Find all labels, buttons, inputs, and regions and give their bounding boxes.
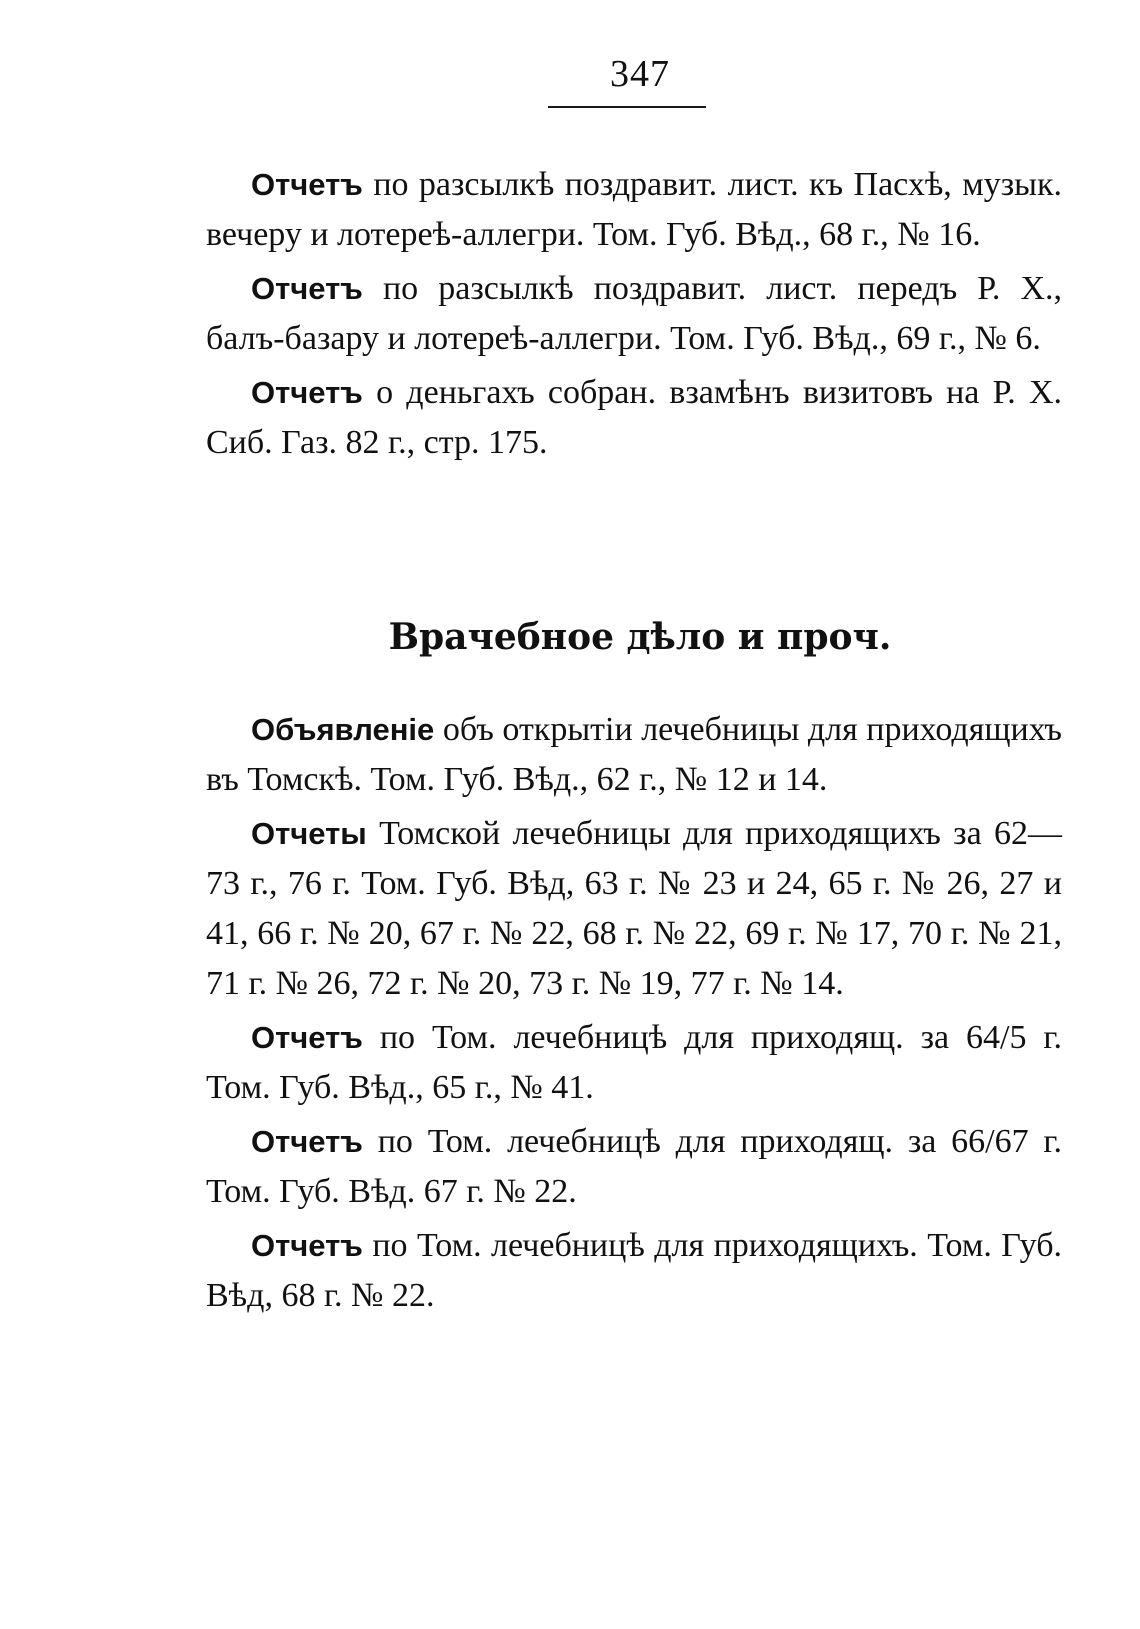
entry-lead: Отчетъ [251,1020,363,1055]
entry [206,264,1062,364]
entry-lead: Отчетъ [251,375,363,410]
entry-text: по Том. лечебницѣ для приходящихъ. Том. Губ. Вѣд, 68 г. № 22. [206,1227,1062,1314]
entry-text: по Том. лечебницѣ для приходящ. за 66/67 г. Том. Губ. Вѣд. 67 г. № 22. [206,1123,1062,1210]
entries-top [206,160,1062,468]
entries-bottom [206,705,1062,1321]
entry-text: по разсылкѣ поздравит. лист. къ Пасхѣ, музык. вечеру и лотереѣ-аллегри. Том. Губ. Вѣд., 68 г., № 16. [206,166,1062,253]
entry-lead: Объявленіе [251,712,435,747]
entry-lead: Отчетъ [251,1124,363,1159]
entry-text: по Том. лечебницѣ для приходящ. за 64/5 г. Том. Губ. Вѣд., 65 г., № 41. [206,1019,1062,1106]
entry [206,1221,1062,1321]
page-number: 347 [610,53,670,95]
entry [206,1013,1062,1113]
entry [206,160,1062,260]
entry-lead: Отчетъ [251,271,363,306]
entry-text: объ открытіи лечебницы для приходящихъ въ Томскѣ. Том. Губ. Вѣд., 62 г., № 12 и 14. [206,711,1062,798]
entry-text: по разсылкѣ поздравит. лист. передъ Р. Х., балъ-базару и лотереѣ-аллегри. Том. Губ. Вѣд., 69 г., № 6. [206,270,1062,357]
entry-text: о деньгахъ собран. взамѣнъ визитовъ на Р. Х. Сиб. Газ. 82 г., стр. 175. [206,374,1062,461]
entry-lead: Отчеты [251,816,367,851]
entry [206,1117,1062,1217]
entry-lead: Отчетъ [251,167,363,202]
entry-text: Томской лечебницы для приходящихъ за 62—73 г., 76 г. Том. Губ. Вѣд, 63 г. № 23 и 24, 65 г. № 26, 27 и 41, 66 г. № 20, 67 г. № 22, 68 г. № 22, 69 г. № 17, 70 г. № 21, 71 г. № 26, 72 г. № 20, 73 г. № 19, 77 г. № 14. [206,815,1062,1002]
header-rule [548,106,706,108]
entry-lead: Отчетъ [251,1228,363,1263]
entry [206,705,1062,805]
entry [206,809,1062,1009]
section-heading: Врачебное дѣло и проч. [388,616,892,658]
entry [206,368,1062,468]
